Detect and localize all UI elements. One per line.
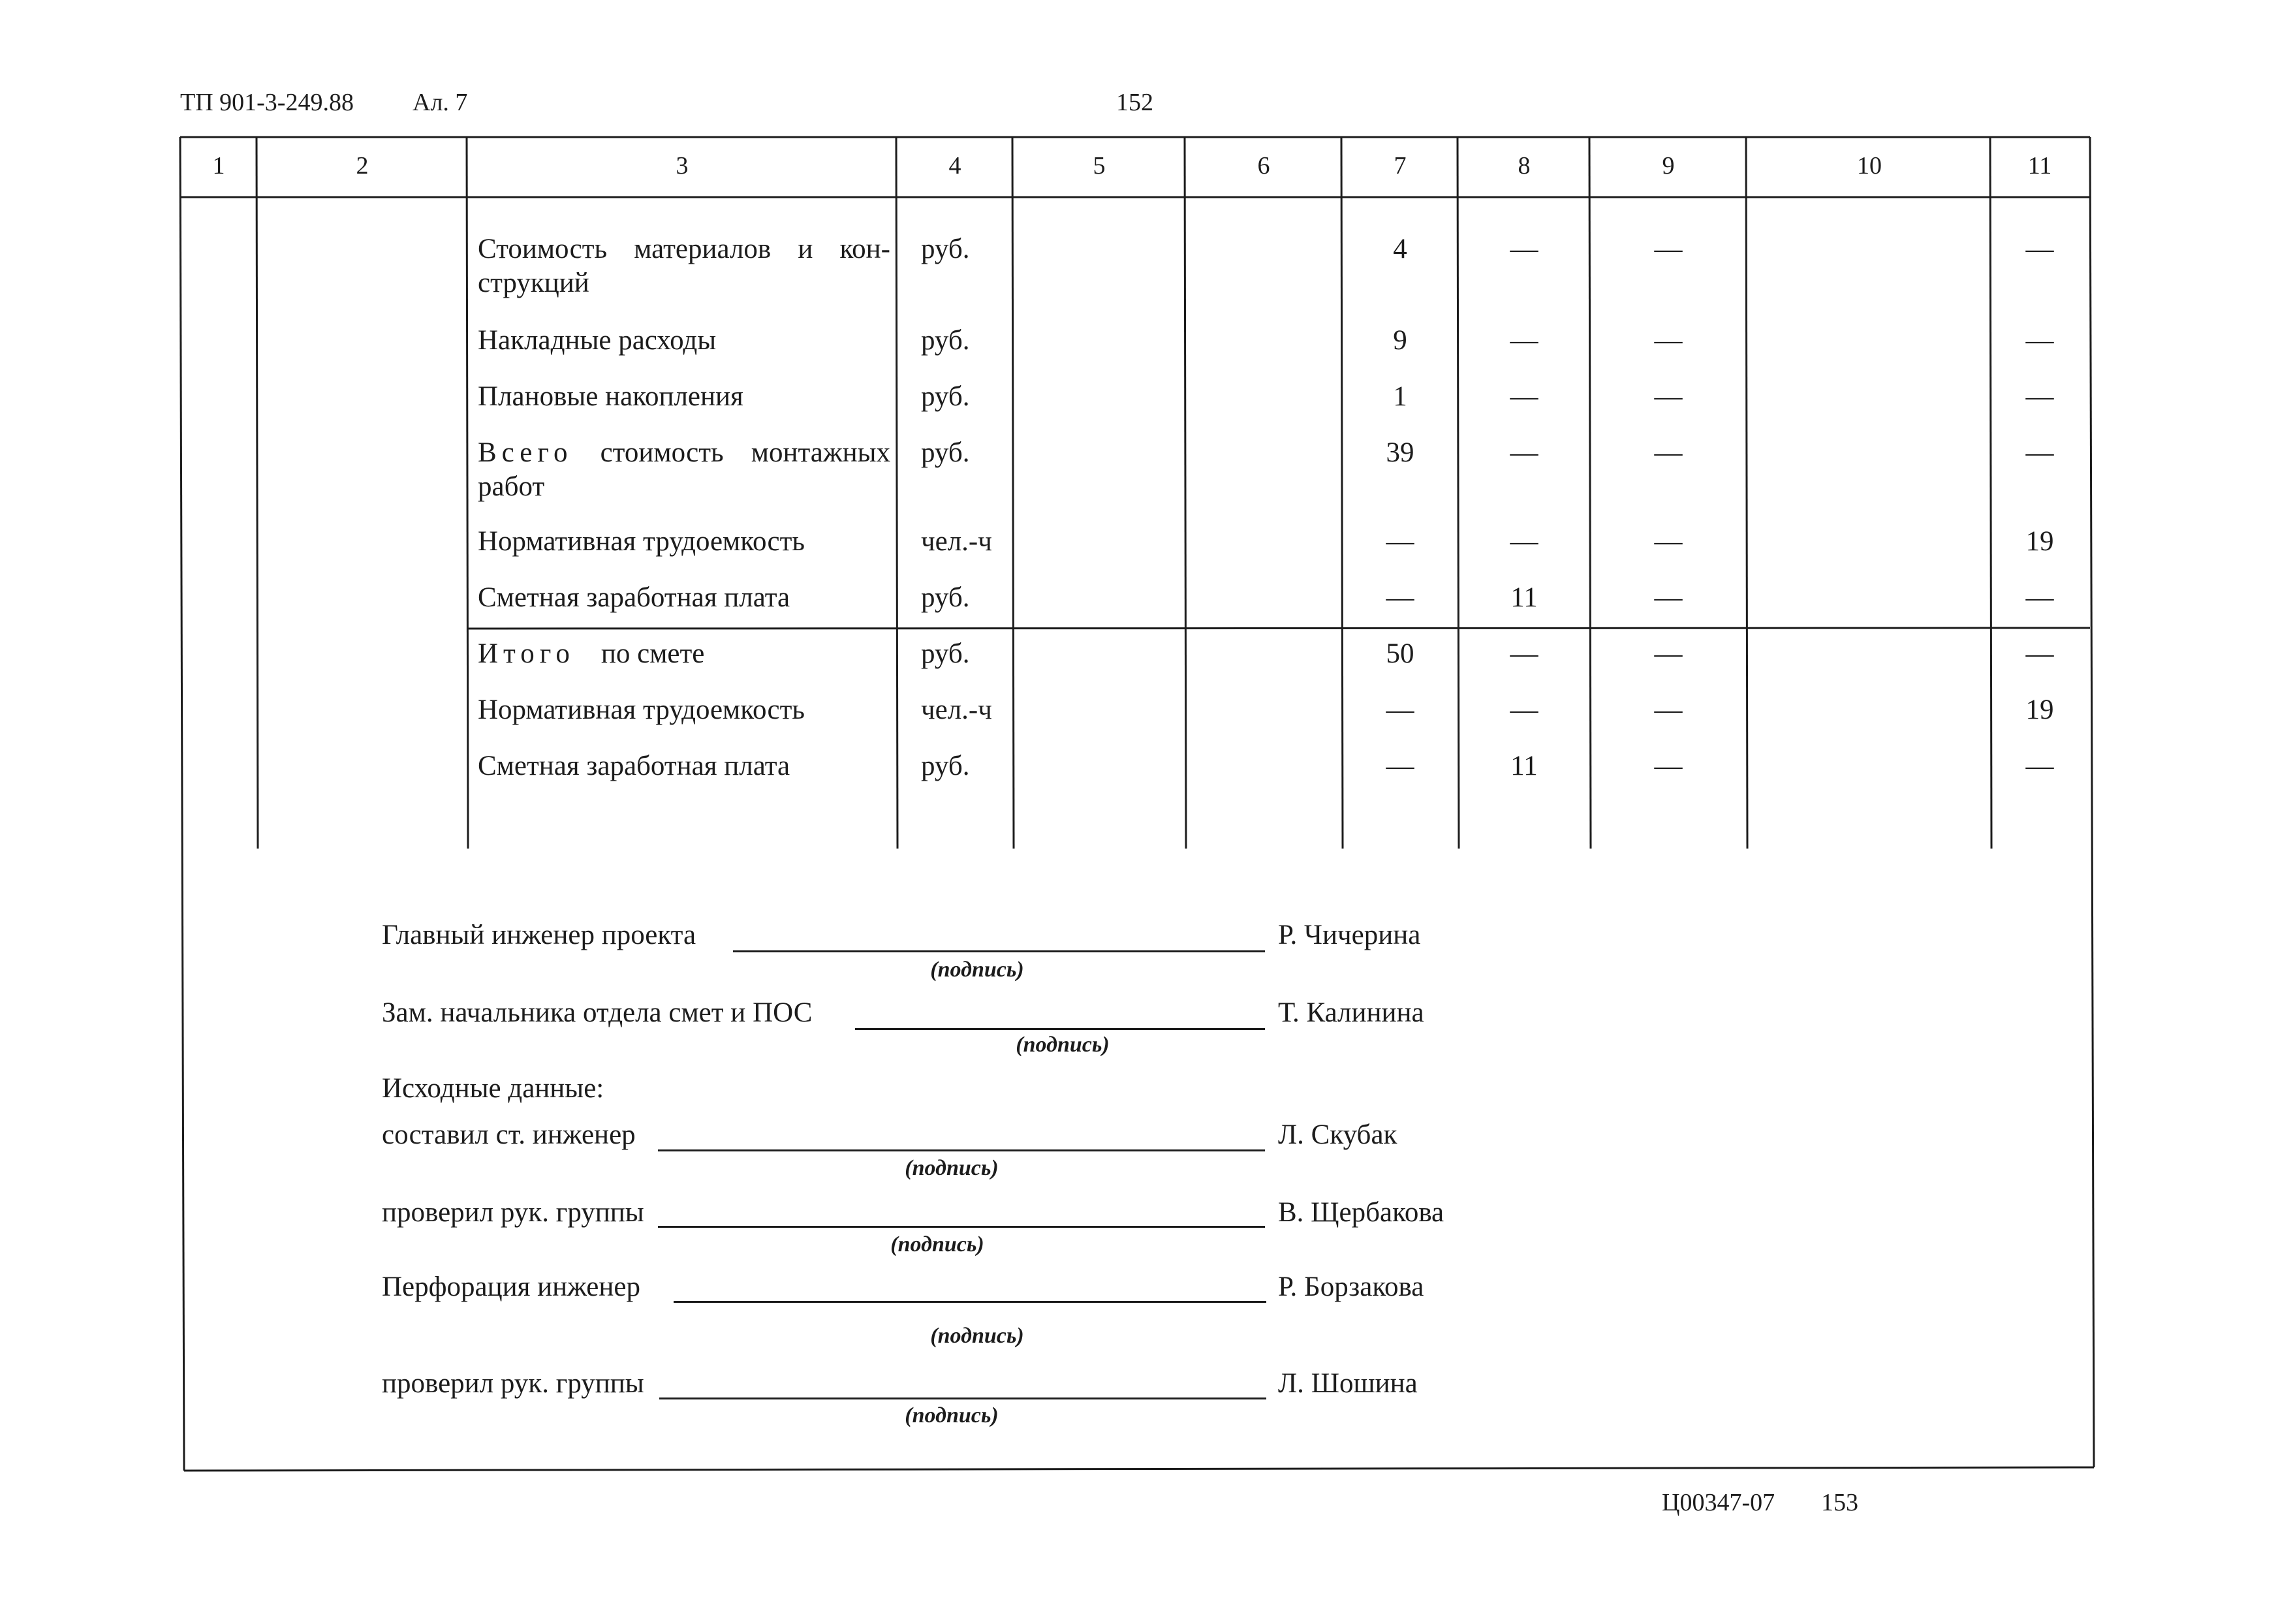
signature-role: Главный инженер проекта bbox=[382, 920, 696, 950]
row-unit: руб. bbox=[921, 582, 970, 613]
signature-line bbox=[658, 1149, 1265, 1151]
signature-name: В. Щербакова bbox=[1278, 1197, 1444, 1228]
row-name: Нормативная трудоемкость bbox=[478, 526, 805, 557]
cell-col8: — bbox=[1510, 437, 1538, 468]
signature-line bbox=[674, 1301, 1266, 1303]
cell-col9: — bbox=[1654, 751, 1683, 781]
row-name: Сметная заработная плата bbox=[478, 582, 790, 613]
signature-name: Р. Борзакова bbox=[1278, 1272, 1424, 1302]
cell-col7: 9 bbox=[1393, 325, 1407, 356]
cell-col11: — bbox=[2025, 234, 2054, 264]
signature-role: Перфорация инженер bbox=[382, 1272, 640, 1302]
document-code: ТП 901-3-249.88 bbox=[180, 89, 354, 116]
cell-col7: — bbox=[1386, 695, 1414, 725]
row-unit: руб. bbox=[921, 751, 970, 781]
cell-col11: — bbox=[2025, 582, 2054, 613]
signature-caption: (подпись) bbox=[1016, 1033, 1110, 1057]
row-unit: чел.-ч bbox=[921, 526, 992, 557]
signature-line bbox=[733, 950, 1265, 952]
signature-role: проверил рук. группы bbox=[382, 1197, 644, 1228]
cell-col8: — bbox=[1510, 638, 1538, 669]
album-number: Ал. 7 bbox=[413, 89, 468, 116]
cell-col7: — bbox=[1386, 751, 1414, 781]
cell-col11: — bbox=[2025, 638, 2054, 669]
row-unit: руб. bbox=[921, 437, 970, 468]
cell-col9: — bbox=[1654, 325, 1683, 356]
cell-col8: — bbox=[1510, 325, 1538, 356]
signature-caption: (подпись) bbox=[930, 958, 1024, 982]
signature-caption: (подпись) bbox=[930, 1324, 1024, 1348]
signature-caption: (подпись) bbox=[905, 1156, 999, 1180]
row-name: Накладные расходы bbox=[478, 325, 717, 356]
cell-col7: — bbox=[1386, 582, 1414, 613]
cell-col11: 19 bbox=[2025, 695, 2054, 725]
cell-col8: — bbox=[1510, 234, 1538, 264]
column-number-7: 7 bbox=[1394, 152, 1407, 180]
column-number-4: 4 bbox=[948, 152, 961, 180]
signature-role: Зам. начальника отдела смет и ПОС bbox=[382, 997, 813, 1028]
cell-col8: — bbox=[1510, 526, 1538, 557]
column-number-6: 6 bbox=[1257, 152, 1270, 180]
cell-col9: — bbox=[1654, 638, 1683, 669]
cell-col9: — bbox=[1654, 695, 1683, 725]
cell-col9: — bbox=[1654, 234, 1683, 264]
signature-line bbox=[658, 1226, 1265, 1228]
cell-col9: — bbox=[1654, 582, 1683, 613]
signature-role: составил ст. инженер bbox=[382, 1119, 636, 1150]
cell-col7: — bbox=[1386, 526, 1414, 557]
signature-name: Т. Калинина bbox=[1278, 997, 1424, 1028]
row-name: Плановые накопления bbox=[478, 381, 743, 412]
row-unit: руб. bbox=[921, 325, 970, 356]
cell-col9: — bbox=[1654, 526, 1683, 557]
row-unit: руб. bbox=[921, 381, 970, 412]
row-name-rest: по смете bbox=[601, 638, 705, 669]
cell-col11: — bbox=[2025, 751, 2054, 781]
cell-col11: — bbox=[2025, 381, 2054, 412]
signature-line bbox=[659, 1398, 1266, 1399]
initial-data-heading: Исходные данные: bbox=[382, 1073, 604, 1104]
signature-line bbox=[855, 1028, 1265, 1030]
cell-col7: 4 bbox=[1393, 234, 1407, 264]
cell-col11: — bbox=[2025, 325, 2054, 356]
column-number-9: 9 bbox=[1662, 152, 1675, 180]
footer-code: Ц00347-07 bbox=[1662, 1489, 1775, 1516]
column-number-1: 1 bbox=[212, 152, 225, 180]
cell-col11: 19 bbox=[2025, 526, 2054, 557]
cell-col8: — bbox=[1510, 381, 1538, 412]
cell-col11: — bbox=[2025, 437, 2054, 468]
cell-col9: — bbox=[1654, 437, 1683, 468]
column-number-3: 3 bbox=[676, 152, 689, 180]
row-name: Сметная заработная плата bbox=[478, 751, 790, 781]
column-number-5: 5 bbox=[1093, 152, 1106, 180]
row-unit: чел.-ч bbox=[921, 695, 992, 725]
row-name-rest: стоимость монтажных работ bbox=[478, 437, 890, 502]
page-number: 152 bbox=[1116, 89, 1153, 116]
cell-col7: 1 bbox=[1393, 381, 1407, 412]
column-number-2: 2 bbox=[356, 152, 369, 180]
row-unit: руб. bbox=[921, 234, 970, 264]
signature-role: проверил рук. группы bbox=[382, 1368, 644, 1399]
signature-name: Р. Чичерина bbox=[1278, 920, 1421, 950]
row-unit: руб. bbox=[921, 638, 970, 669]
row-name-spaced: Всего bbox=[478, 437, 573, 468]
footer-page-number: 153 bbox=[1821, 1489, 1858, 1516]
cell-col9: — bbox=[1654, 381, 1683, 412]
column-number-8: 8 bbox=[1518, 152, 1531, 180]
signature-name: Л. Скубак bbox=[1278, 1119, 1397, 1150]
cell-col7: 39 bbox=[1386, 437, 1414, 468]
signature-name: Л. Шошина bbox=[1278, 1368, 1418, 1399]
cell-col8: 11 bbox=[1510, 582, 1538, 613]
row-name-spaced: Итого bbox=[478, 638, 575, 669]
signature-caption: (подпись) bbox=[890, 1232, 984, 1257]
column-number-10: 10 bbox=[1857, 152, 1882, 180]
cell-col8: 11 bbox=[1510, 751, 1538, 781]
row-name bbox=[478, 637, 890, 671]
row-name: Нормативная трудоемкость bbox=[478, 695, 805, 725]
column-number-11: 11 bbox=[2027, 152, 2052, 180]
row-name: Стоимость материалов и конструкций bbox=[478, 234, 890, 298]
cell-col7: 50 bbox=[1386, 638, 1414, 669]
signature-caption: (подпись) bbox=[905, 1403, 999, 1428]
row-name bbox=[478, 436, 890, 504]
cell-col8: — bbox=[1510, 695, 1538, 725]
